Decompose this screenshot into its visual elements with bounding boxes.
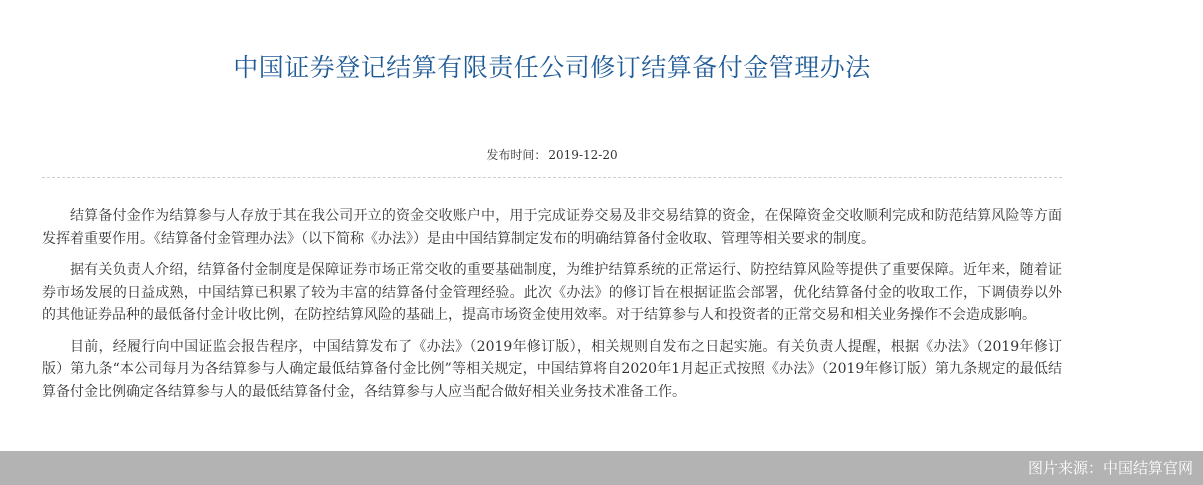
publish-label: 发布时间： — [486, 148, 547, 162]
paragraph-3: 目前，经履行向中国证监会报告程序，中国结算发布了《办法》（2019年修订版），相关规则自发布之日起实施。有关负责人提醒，根据《办法》（2019年修订版）第九条“本公司每月为各结算参与人确定最低结算备付金比例”等相关规定，中国结算将自2020年1月起正式按照《办法》（2019年修订版）第九条规定的最低结算备付金比例确定各结算参与人的最低结算备付金，各结算参与人应当配合做好相关业务技术准备工作。 — [42, 338, 1062, 400]
article-body — [42, 205, 1062, 412]
title-divider — [42, 177, 1062, 178]
paragraph-2: 据有关负责人介绍，结算备付金制度是保障证券市场正常交收的重要基础制度，为维护结算系统的正常运行、防控结算风险等提供了重要保障。近年来，随着证券市场发展的日益成熟，中国结算已积累了较为丰富的结算备付金管理经验。此次《办法》的修订旨在根据证监会部署，优化结算备付金的收取工作，下调债券以外的其他证券品种的最低备付金计收比例，在防控结算风险的基础上，提高市场资金使用效率。对于结算参与人和投资者的正常交易和相关业务操作不会造成影响。 — [42, 262, 1062, 323]
image-source-caption: 图片来源：中国结算官网 — [1027, 459, 1193, 477]
image-source-bar — [0, 451, 1203, 485]
publish-date: 2019-12-20 — [548, 148, 618, 162]
article-title: 中国证券登记结算有限责任公司修订结算备付金管理办法 — [233, 53, 871, 82]
publish-info — [42, 145, 1062, 165]
paragraph-1: 结算备付金作为结算参与人存放于其在我公司开立的资金交收账户中，用于完成证券交易及非交易结算的资金，在保障资金交收顺利完成和防范结算风险等方面发挥着重要作用。《结算备付金管理办法》（以下简称《办法》）是由中国结算制定发布的明确结算备付金收取、管理等相关要求的制度。 — [42, 208, 1062, 247]
